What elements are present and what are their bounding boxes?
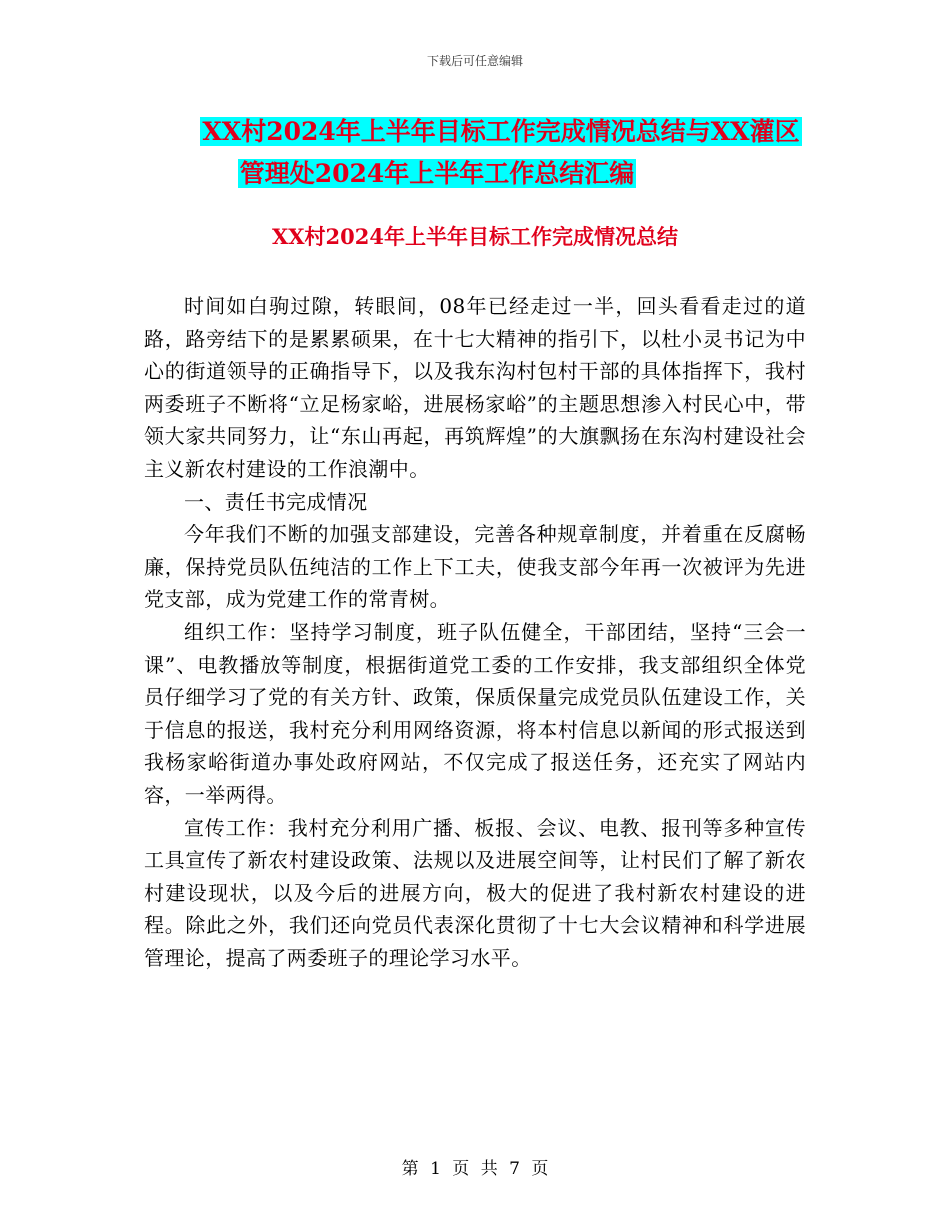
document-title-text-2: 管理处2024年上半年工作总结汇编 xyxy=(239,159,635,188)
paragraph: 宣传工作：我村充分利用广播、板报、会议、电教、报刊等多种宣传工具宣传了新农村建设政策、法规以及进展空间等，让村民们了解了新农村建设现状，以及今后的进展方向，极大的促进了我村新农村建设的进程。除此之外，我们还向党员代表深化贯彻了十七大会议精神和科学进展管理论，提高了两委班子的理论学习水平。 xyxy=(144,815,806,970)
document-title-line-1 xyxy=(26,110,950,154)
paragraph: 组织工作：坚持学习制度，班子队伍健全，干部团结，坚持“三会一课”、电教播放等制度，根据街道党工委的工作安排，我支部组织全体党员仔细学习了党的有关方针、政策，保质保量完成党员队伍建设工作，关于信息的报送，我村充分利用网络资源，将本村信息以新闻的形式报送到我杨家峪街道办事处政府网站，不仅完成了报送任务，还充实了网站内容，一举两得。 xyxy=(144,619,806,807)
header-note: 下载后可任意编辑 xyxy=(426,54,523,68)
body-text xyxy=(144,290,806,974)
paragraph: 一、责任书完成情况 xyxy=(184,489,368,514)
paragraph: 时间如白驹过隙，转眼间，08年已经走过一半，回头看看走过的道路，路旁结下的是累累硕果，在十七大精神的指引下，以杜小灵书记为中心的街道领导的正确指导下，以及我东沟村包村干部的具体指挥下，我村两委班子不断将“立足杨家峪，进展杨家峪”的主题思想渗入村民心中，带领大家共同努力，让“东山再起，再筑辉煌”的大旗飘扬在东沟村建设社会主义新农村建设的工作浪潮中。 xyxy=(144,294,806,481)
page-footer: 第 1 页 共 7 页 xyxy=(401,1159,549,1179)
section-title: XX村2024年上半年目标工作完成情况总结 xyxy=(271,224,679,249)
document-title-line-2 xyxy=(0,152,912,196)
paragraph: 今年我们不断的加强支部建设，完善各种规章制度，并着重在反腐畅廉，保持党员队伍纯洁的工作上下工夫，使我支部今年再一次被评为先进党支部，成为党建工作的常青树。 xyxy=(144,522,806,612)
document-title-text-1: XX村2024年上半年目标工作完成情况总结与XX灌区 xyxy=(202,117,800,146)
